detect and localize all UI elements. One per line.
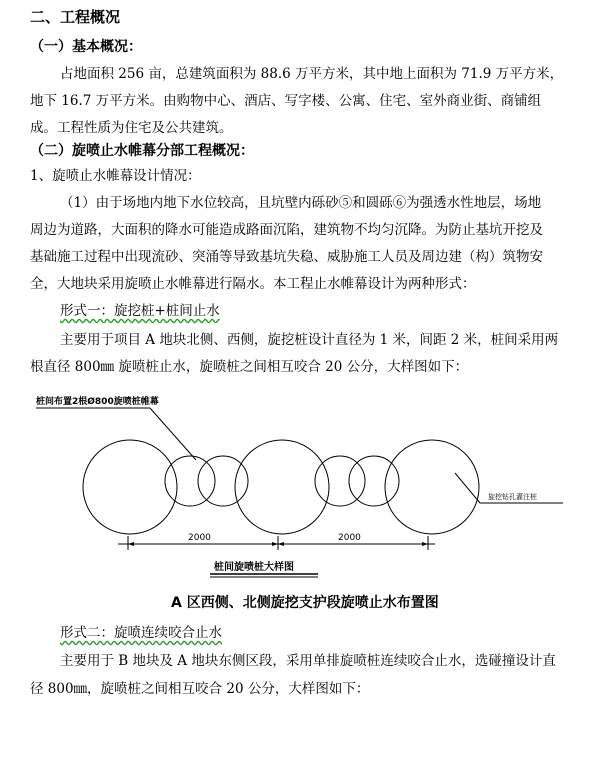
dimension-value-1: 2000	[188, 533, 211, 543]
figure-caption: A 区西侧、北侧旋挖支护段旋喷止水布置图	[171, 595, 439, 611]
form2-text-line-2: 径 800㎜，旋喷桩之间相互咬合 20 公分，大样图如下：	[30, 681, 370, 697]
curtain-heading: （二）旋喷止水帷幕分部工程概况：	[30, 143, 254, 159]
form1-text-line-2: 根直径 800㎜ 旋喷桩止水，旋喷桩之间相互咬合 20 公分，大样图如下：	[30, 359, 469, 375]
diagram-sub-caption: 桩间旋喷桩大样图	[214, 562, 294, 573]
label-left-text: 桩间布置2根Ø800旋喷桩帷幕	[36, 397, 159, 407]
curtain-desc-line-2: 周边为道路，大面积的降水可能造成路面沉陷，建筑物不均匀沉降。为防止基坑开挖及	[30, 222, 543, 238]
pile-layout-diagram	[0, 378, 611, 588]
form2-title: 形式二：旋喷连续咬合止水	[60, 625, 222, 641]
section-title: 二、工程概况	[30, 8, 121, 26]
bored-pile-circle-3	[385, 440, 479, 534]
curtain-desc-line-3: 基础施工过程中出现流砂、突涌等导致基坑失稳、威胁施工人员及周边建（构）筑物安	[30, 249, 543, 265]
jet-grout-pile-circle-2	[198, 456, 248, 506]
form2-text-line-1: 主要用于 B 地块及 A 地块东侧区段，采用单排旋喷桩连续咬合止水，选碰撞设计直	[60, 653, 556, 669]
label-left-leader-line	[36, 408, 196, 460]
curtain-subheading: 1、旋喷止水帷幕设计情况：	[30, 168, 201, 184]
basic-paragraph-line-1: 占地面积 256 亩，总建筑面积为 88.6 万平方米，其中地上面积为 71.9 万平方米，	[60, 66, 564, 82]
curtain-desc-line-1: （1）由于场地内地下水位较高，且坑壁内砾砂⑤和圆砾⑥为强透水性地层，场地	[60, 195, 542, 211]
basic-heading: （一）基本概况：	[30, 39, 142, 55]
dimension-arrow-4	[422, 542, 428, 546]
label-right-text: 旋挖钻孔灌注桩	[488, 493, 537, 501]
basic-paragraph-line-3: 成。工程性质为住宅及公共建筑。	[30, 120, 233, 136]
bored-pile-circle-1	[83, 440, 177, 534]
form1-title: 形式一：旋挖桩+桩间止水	[60, 303, 220, 319]
dimension-arrow-1	[128, 542, 134, 546]
form1-text-line-1: 主要用于项目 A 地块北侧、西侧，旋挖桩设计直径为 1 米，间距 2 米，桩间采用两	[60, 332, 559, 348]
dimension-arrow-3	[278, 542, 284, 546]
basic-paragraph-line-2: 地下 16.7 万平方米。由购物中心、酒店、写字楼、公寓、住宅、室外商业街、商铺组	[30, 93, 542, 109]
jet-grout-pile-circle-1	[165, 456, 215, 506]
curtain-desc-line-4: 全，大地块采用旋喷止水帷幕进行隔水。本工程止水帷幕设计为两种形式：	[30, 276, 476, 292]
jet-grout-pile-circle-3	[315, 456, 365, 506]
dimension-arrow-2	[272, 542, 278, 546]
bored-pile-circle-2	[235, 440, 329, 534]
dimension-value-2: 2000	[338, 533, 361, 543]
